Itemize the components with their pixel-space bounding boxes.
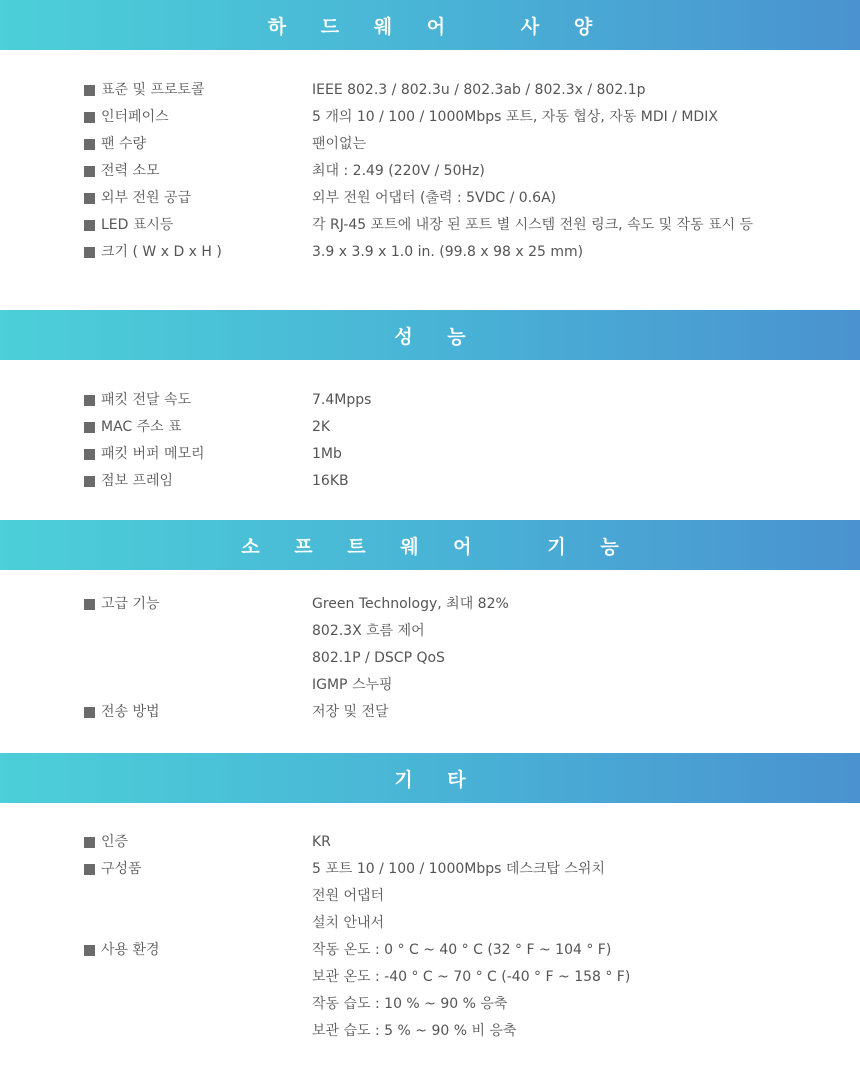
spec-row <box>0 591 860 618</box>
spec-label: 고급 기능 <box>101 596 160 612</box>
spec-row <box>0 699 860 726</box>
spec-label: 패킷 전달 속도 <box>101 392 192 408</box>
spec-value: 설치 안내서 <box>312 915 385 931</box>
spec-label: 전력 소모 <box>101 163 160 179</box>
spec-row <box>0 131 860 158</box>
spec-value: 16KB <box>312 473 349 489</box>
spec-value: IGMP 스누핑 <box>312 677 393 693</box>
spec-value: 작동 습도 : 10 % ~ 90 % 응축 <box>312 996 508 1012</box>
spec-label: 패킷 버퍼 메모리 <box>101 446 205 462</box>
spec-row <box>0 441 860 468</box>
section-header-others <box>0 753 860 803</box>
spec-label: MAC 주소 표 <box>101 419 182 435</box>
spec-row <box>0 158 860 185</box>
spec-value: 저장 및 전달 <box>312 704 389 720</box>
spec-value: 7.4Mpps <box>312 392 372 408</box>
section-header-performance <box>0 310 860 360</box>
spec-value: 802.3X 흐름 제어 <box>312 623 425 639</box>
section-body-others <box>0 829 860 1045</box>
spec-value: 작동 온도 : 0 ° C ~ 40 ° C (32 ° F ~ 104 ° F) <box>312 942 612 958</box>
bullet-icon <box>84 707 95 718</box>
bullet-icon <box>84 85 95 96</box>
section-header-hardware <box>0 0 860 50</box>
spec-label: 구성품 <box>101 861 142 877</box>
spec-row <box>0 212 860 239</box>
bullet-icon <box>84 166 95 177</box>
bullet-icon <box>84 945 95 956</box>
bullet-icon <box>84 864 95 875</box>
bullet-icon <box>84 422 95 433</box>
spec-label: LED 표시등 <box>101 217 174 233</box>
spec-row <box>0 239 860 266</box>
spec-row <box>0 937 860 964</box>
spec-row <box>0 414 860 441</box>
spec-label: 인증 <box>101 834 129 850</box>
bullet-icon <box>84 837 95 848</box>
spec-value: 외부 전원 어댑터 (출력 : 5VDC / 0.6A) <box>312 190 557 206</box>
spec-value: 2K <box>312 419 331 435</box>
section-header-software <box>0 520 860 570</box>
spec-value: 5 포트 10 / 100 / 1000Mbps 데스크탑 스위치 <box>312 861 605 877</box>
spec-value: 802.1P / DSCP QoS <box>312 650 445 666</box>
spec-label: 크기 ( W x D x H ) <box>101 244 222 260</box>
spec-value: 5 개의 10 / 100 / 1000Mbps 포트, 자동 협상, 자동 MDI / MDIX <box>312 109 718 125</box>
spec-row-continued <box>0 1018 860 1045</box>
spec-value: 1Mb <box>312 446 342 462</box>
spec-row <box>0 468 860 495</box>
spec-label: 외부 전원 공급 <box>101 190 192 206</box>
spec-row-continued <box>0 910 860 937</box>
spec-value: 팬이없는 <box>312 136 367 152</box>
spec-label: 사용 환경 <box>101 942 160 958</box>
spec-row <box>0 77 860 104</box>
spec-row <box>0 104 860 131</box>
bullet-icon <box>84 139 95 150</box>
spec-row-continued <box>0 618 860 645</box>
spec-row <box>0 829 860 856</box>
spec-value: KR <box>312 834 331 850</box>
section-body-software <box>0 591 860 726</box>
bullet-icon <box>84 247 95 258</box>
spec-row-continued <box>0 964 860 991</box>
bullet-icon <box>84 220 95 231</box>
spec-row <box>0 185 860 212</box>
spec-value: 각 RJ-45 포트에 내장 된 포트 별 시스템 전원 링크, 속도 및 작동 표시 등 <box>312 217 754 233</box>
spec-value: Green Technology, 최대 82% <box>312 596 509 612</box>
spec-label: 전송 방법 <box>101 704 160 720</box>
section-title: 소 프 트 웨 어 기 능 <box>241 535 633 558</box>
spec-row-continued <box>0 645 860 672</box>
spec-value: 최대 : 2.49 (220V / 50Hz) <box>312 163 485 179</box>
spec-row-continued <box>0 883 860 910</box>
section-body-hardware <box>0 77 860 266</box>
bullet-icon <box>84 112 95 123</box>
bullet-icon <box>84 449 95 460</box>
spec-value: 보관 습도 : 5 % ~ 90 % 비 응축 <box>312 1023 517 1039</box>
spec-label: 점보 프레임 <box>101 473 174 489</box>
section-body-performance <box>0 387 860 495</box>
spec-value: 3.9 x 3.9 x 1.0 in. (99.8 x 98 x 25 mm) <box>312 244 584 260</box>
spec-row-continued <box>0 672 860 699</box>
section-title: 하 드 웨 어 사 양 <box>267 15 607 38</box>
bullet-icon <box>84 193 95 204</box>
spec-label: 인터페이스 <box>101 109 169 125</box>
section-title: 기 타 <box>394 768 480 791</box>
bullet-icon <box>84 395 95 406</box>
spec-value: 보관 온도 : -40 ° C ~ 70 ° C (-40 ° F ~ 158 ° F) <box>312 969 631 985</box>
bullet-icon <box>84 599 95 610</box>
section-title: 성 능 <box>394 325 480 348</box>
spec-row <box>0 856 860 883</box>
spec-row-continued <box>0 991 860 1018</box>
spec-value: 전원 어댑터 <box>312 888 385 904</box>
spec-value: IEEE 802.3 / 802.3u / 802.3ab / 802.3x / 802.1p <box>312 82 646 98</box>
spec-row <box>0 387 860 414</box>
spec-label: 표준 및 프로토콜 <box>101 82 205 98</box>
spec-label: 팬 수량 <box>101 136 147 152</box>
bullet-icon <box>84 476 95 487</box>
